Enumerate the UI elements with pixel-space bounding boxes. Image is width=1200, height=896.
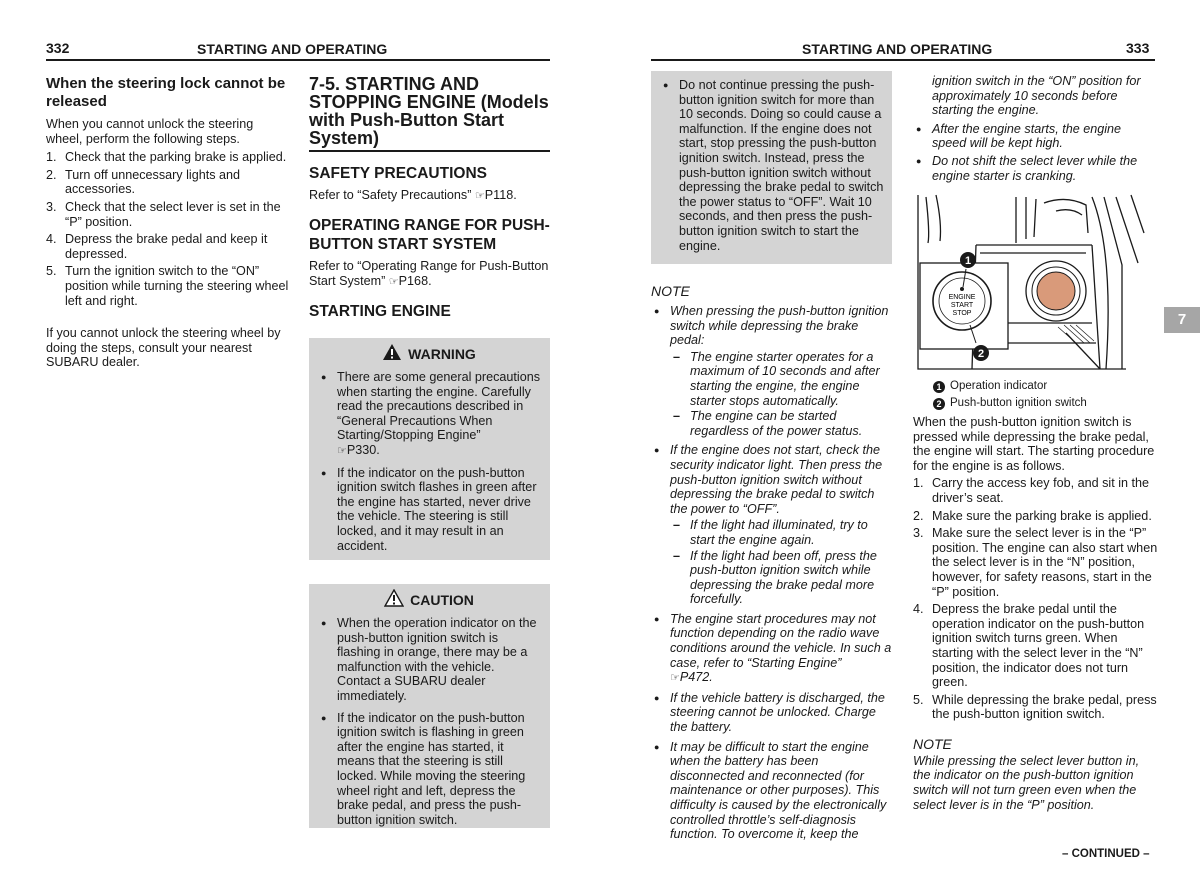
reference-icon: ☞ (337, 444, 347, 457)
safety-ref-link[interactable]: P118. (484, 187, 517, 202)
steering-lock-title: When the steering lock cannot be released (46, 75, 286, 110)
steering-lock-section (46, 75, 291, 370)
starting-engine-heading: STARTING ENGINE (309, 303, 451, 321)
note2-title: NOTE (913, 735, 952, 752)
list-item: – If the light had been off, press the push-button ignition switch while depressing the brake pedal more forcefully. (670, 549, 894, 607)
caution-title: CAUTION (318, 589, 540, 608)
ignition-switch-figure (916, 193, 1146, 371)
list-item: 2. Turn off unnecessary lights and accessories. (46, 167, 241, 197)
warning-list (318, 370, 540, 553)
page-number-right: 333 (1126, 40, 1150, 56)
note-continuation-lead: ignition switch in the “ON” position for approximately 10 seconds before starting the engine. (932, 74, 1141, 118)
start-label: START (950, 302, 974, 309)
reference-icon: ☞ (670, 672, 680, 685)
procedure-intro: When the push-button ignition switch is pressed while depressing the brake pedal, the engine will start. The starting procedure for the engine is as follows. (913, 415, 1155, 473)
caution-icon (384, 589, 404, 607)
list-item: 3. Check that the select lever is set in the “P” position. (46, 199, 281, 229)
procedure-steps (913, 476, 1158, 722)
list-item: ● The engine start procedures may not function depending on the radio wave conditions around the vehicle. In such a case, refer to “Starting Engine” ☞P472. (651, 612, 894, 686)
operating-range-ref-link[interactable]: P168. (398, 273, 432, 288)
note-list (651, 304, 894, 842)
page-number-left: 332 (46, 40, 70, 56)
figure-legend (933, 379, 1087, 410)
stop-label: STOP (952, 310, 972, 317)
header-rule-left (46, 59, 550, 61)
note-ref-link[interactable]: P472. (679, 670, 713, 685)
steering-lock-footer: If you cannot unlock the steering wheel by doing the steps, consult your nearest SUBARU dealer. (46, 326, 281, 370)
dashboard-illustration (916, 193, 1146, 371)
operation-indicator-dot (960, 287, 964, 291)
note-sublist (670, 350, 894, 439)
list-item: – The engine can be started regardless of the power status. (670, 409, 894, 438)
chapter-title: 7-5. STARTING AND STOPPING ENGINE (Models with Push-Button Start System) (309, 74, 549, 148)
note-title: NOTE (651, 283, 690, 299)
chapter-column (309, 75, 550, 321)
list-item: ● Do not continue pressing the push-button ignition switch for more than 10 seconds. Doing so could cause a malfunction. If the engine does not start, stop pressing the push-button ignition switch. Instead, press the push-button ignition switch without depressing the brake pedal to switch the power status to “OFF”. Wait 10 seconds, and then press the push-button ignition switch to start the engine. (660, 78, 884, 253)
caution-list (318, 616, 540, 827)
list-item: ● After the engine starts, the engine speed will be kept high. (913, 122, 1158, 151)
list-item: ● When pressing the push-button ignition switch while depressing the brake pedal: – The engine starter operates for a maximum of 10 seconds and after starting the engine, the engine starter stops automatically. – The engine can be started regardless of the power status. (651, 304, 894, 438)
list-item: ● If the engine does not start, check the security indicator light. Then press the push-button ignition switch without depressing the brake pedal to switch the power to “OFF”. – If the light had illuminated, try to start the engine again. – If the light had been off, press the push-button ignition switch while depressing the brake pedal more forcefully. (651, 443, 894, 607)
list-item: – If the light had illuminated, try to start the engine again. (670, 518, 894, 547)
chapter-tab[interactable]: 7 (1164, 307, 1200, 333)
note-continuation (913, 74, 1158, 188)
list-item: ● There are some general precautions when starting the engine. Carefully read the precautions described in “General Precautions When Starting/Stopping Engine” ☞P330. (318, 370, 540, 459)
header-rule-right (651, 59, 1155, 61)
list-item: – The engine starter operates for a maximum of 10 seconds and after starting the engine, the engine starter stops automatically. (670, 350, 894, 408)
safety-heading: SAFETY PRECAUTIONS (309, 164, 487, 182)
list-item: ● When the operation indicator on the push-button ignition switch is flashing in orange, there may be a malfunction with the vehicle. Contact a SUBARU dealer immediately. (318, 616, 540, 704)
chapter-title-rule (309, 150, 550, 152)
note-sublist (670, 518, 894, 607)
steering-lock-intro: When you cannot unlock the steering wheel, perform the following steps. (46, 117, 254, 146)
list-item: 2. Make sure the parking brake is applied. (913, 508, 1152, 523)
reference-icon: ☞ (474, 189, 485, 202)
list-item: 4. Depress the brake pedal until the operation indicator on the push-button ignition switch turns green. When starting with the select lever in the “N” position, the indicator does not turn green. (913, 602, 1145, 690)
safety-text: Refer to “Safety Precautions” ☞P118. (309, 187, 517, 202)
procedure-section (913, 415, 1158, 812)
svg-text:2: 2 (977, 348, 985, 360)
svg-text:1: 1 (964, 255, 972, 267)
caution-box (309, 584, 550, 828)
list-item: 5. While depressing the brake pedal, press the push-button ignition switch. (913, 692, 1157, 722)
warning-icon (382, 343, 402, 361)
steering-lock-steps (46, 150, 291, 308)
list-item: ● Do not shift the select lever while the engine starter is cranking. (913, 154, 1158, 183)
header-title-left: STARTING AND OPERATING (197, 41, 388, 57)
gray-note-box (651, 71, 892, 264)
list-item: ● If the indicator on the push-button ignition switch flashes in green after the engine has started, never drive the vehicle. The steering is still locked, and it may result in an accident. (318, 466, 540, 554)
operating-range-heading: OPERATING RANGE FOR PUSH-BUTTON START SYSTEM (309, 217, 550, 254)
warning-ref-link[interactable]: P330. (346, 442, 380, 457)
operating-range-text: Refer to “Operating Range for Push-Button Start System” ☞P168. (309, 259, 549, 288)
note-section (651, 283, 894, 847)
list-item: 1. Carry the access key fob, and sit in the driver’s seat. (913, 476, 1149, 505)
legend-item: 2 Push-button ignition switch (933, 396, 1087, 410)
legend-item: 1 Operation indicator (933, 379, 1087, 393)
list-item: 1. Check that the parking brake is applied. (46, 150, 287, 165)
note2-text: While pressing the select lever button in, the indicator on the push-button ignition switch will not turn green even when the select lever is in the “P” position. (913, 753, 1140, 812)
list-item: 5. Turn the ignition switch to the “ON” position while turning the steering wheel left and right. (46, 264, 289, 308)
list-item: 4. Depress the brake pedal and keep it depressed. (46, 232, 268, 261)
reference-icon: ☞ (388, 275, 399, 288)
continued-label: – CONTINUED – (1062, 848, 1150, 860)
note-continuation-list (913, 122, 1158, 183)
header-title-right: STARTING AND OPERATING (802, 41, 993, 57)
warning-title: WARNING (318, 343, 540, 362)
gray-note-list (651, 71, 892, 253)
list-item: ● If the indicator on the push-button ignition switch is flashing in green after the engine has started, it means that the steering is still locked. While moving the steering wheel right and left, depress the brake pedal, and press the push-button ignition switch. (318, 711, 540, 828)
engine-label: ENGINE (948, 294, 976, 301)
warning-box (309, 338, 550, 560)
list-item: 3. Make sure the select lever is in the “P” position. The engine can also start when the select lever is in the “N” position, however, for safety reasons, start in the “P” position. (913, 526, 1158, 599)
list-item: ● If the vehicle battery is discharged, the steering cannot be unlocked. Charge the battery. (651, 691, 894, 735)
list-item: ● It may be difficult to start the engine when the battery has been disconnected and reconnected (for maintenance or other purposes). This difficulty is caused by the electronically controlled throttle’s self-diagnosis function. To overcome it, keep the (651, 740, 894, 842)
